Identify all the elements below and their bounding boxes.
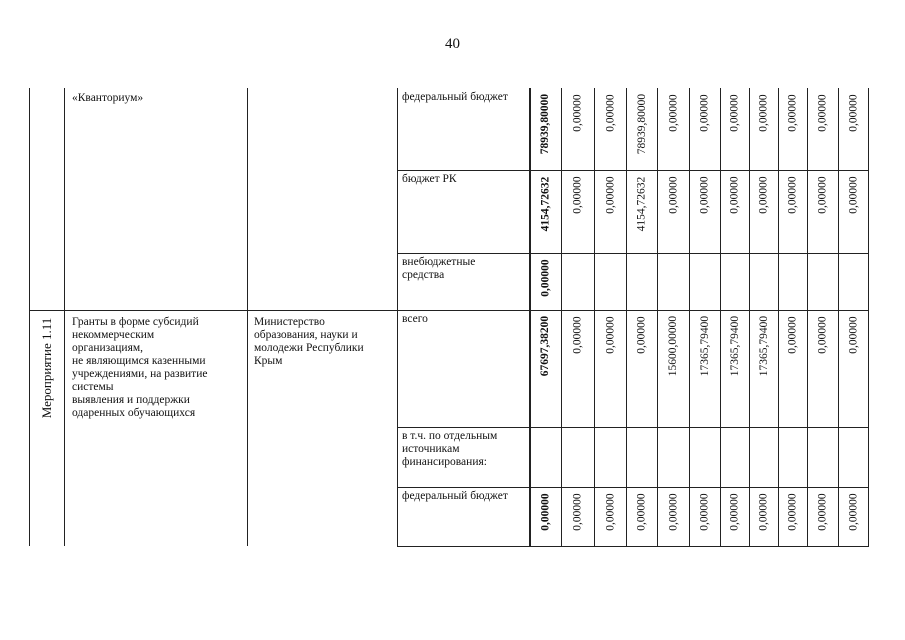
year-value: 0,00000 [604,175,617,214]
value-column-line [720,88,721,546]
total-value: 4154,72632 [538,176,551,231]
block-separator-line [29,310,397,311]
value-column-line [626,88,627,546]
year-value: 0,00000 [847,175,860,214]
year-value: 0,00000 [667,492,680,531]
total-value: 67697,38200 [539,315,552,377]
row-line [397,427,869,428]
year-value: 0,00000 [757,492,770,531]
value-column-line [561,88,562,546]
year-value: 17365,79400 [698,315,711,377]
year-value: 0,00000 [604,315,617,354]
value-column-line [868,88,869,546]
left-column-line [29,88,30,546]
funding-source-label: федеральный бюджет [402,91,508,103]
year-value: 0,00000 [571,492,584,531]
year-value: 15600,00000 [667,315,680,377]
funding-source-label: федеральный бюджет [402,490,508,502]
year-value: 0,00000 [786,93,799,132]
row-line [397,487,869,488]
value-column-line [807,88,808,546]
value-column-line [657,88,658,546]
year-value: 0,00000 [635,492,648,531]
year-value: 0,00000 [786,315,799,354]
year-value: 17365,79400 [757,315,770,377]
year-value: 0,00000 [786,175,799,214]
year-value: 0,00000 [728,175,741,214]
year-value: 0,00000 [816,93,829,132]
year-value: 0,00000 [728,492,741,531]
funding-source-label: бюджет РК [402,173,457,185]
year-value: 0,00000 [698,93,711,132]
value-column-line [397,88,398,546]
year-value: 0,00000 [847,492,860,531]
year-value: 0,00000 [698,175,711,214]
year-value: 0,00000 [604,93,617,132]
left-column-line [247,88,248,546]
year-value: 0,00000 [571,93,584,132]
total-value: 78939,80000 [539,93,552,155]
value-column-line [778,88,779,546]
left-column-line [64,88,65,546]
row-line [397,253,869,254]
year-value: 0,00000 [786,492,799,531]
year-value: 0,00000 [847,93,860,132]
year-value: 0,00000 [604,492,617,531]
measure-name: Гранты в форме субсидий некоммерческим организациям, не являющимся казенными учреждениями, на развитие системы выявления и поддержки одаренных обучающихся [72,316,208,419]
year-value: 0,00000 [728,93,741,132]
total-value: 0,00000 [539,258,552,297]
measure-label: Мероприятие 1.11 [38,317,54,419]
total-value: 0,00000 [539,492,552,531]
year-value: 4154,72632 [635,176,648,231]
year-value: 0,00000 [698,492,711,531]
year-value: 0,00000 [757,93,770,132]
executor-name: Министерство образования, науки и молодежи Республики Крым [254,316,364,367]
year-value: 0,00000 [847,315,860,354]
year-value: 0,00000 [571,315,584,354]
row-line [397,170,869,171]
funding-source-label: всего [402,313,428,325]
value-column-line [529,88,531,546]
year-value: 17365,79400 [728,315,741,377]
year-value: 0,00000 [635,315,648,354]
year-value: 0,00000 [757,175,770,214]
value-column-line [838,88,839,546]
year-value: 0,00000 [816,175,829,214]
value-column-line [689,88,690,546]
value-column-line [594,88,595,546]
year-value: 0,00000 [667,175,680,214]
value-column-line [749,88,750,546]
funding-source-label: внебюджетные средства [402,256,476,281]
year-value: 0,00000 [571,175,584,214]
object-name: «Кванториум» [72,92,144,104]
year-value: 0,00000 [816,492,829,531]
page-number: 40 [445,36,460,52]
year-value: 0,00000 [667,93,680,132]
row-line [397,310,869,311]
row-line [397,546,869,547]
year-value: 0,00000 [816,315,829,354]
year-value: 78939,80000 [635,93,648,155]
funding-source-label: в т.ч. по отдельным источникам финансирования: [402,430,498,468]
